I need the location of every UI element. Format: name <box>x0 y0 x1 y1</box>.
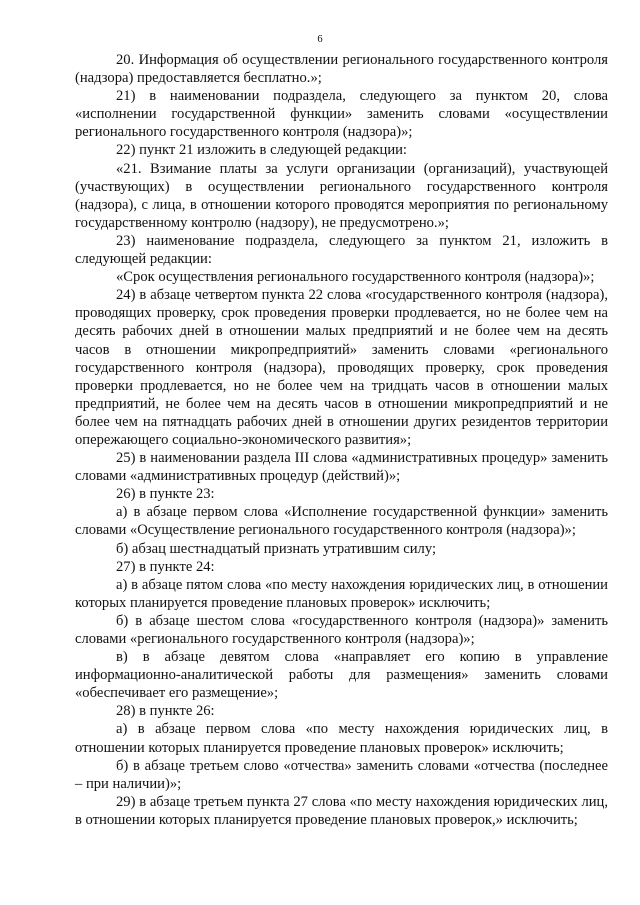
paragraph-amendment-26: 26) в пункте 23: <box>116 486 215 503</box>
paragraph-amendment-29: 29) в абзаце третьем пункта 27 слова «по месту нахождения юридических лиц, в отношении которых планируется проведение плановых проверок,» исключить; <box>75 793 608 828</box>
paragraph-27-b: б) в абзаце шестом слова «государственного контроля (надзора)» заменить словами «регионального государственного контроля (надзора)»; <box>75 612 608 647</box>
paragraph-quoted-item-21: «21. Взимание платы за услуги организации (организаций), участвующей (участвующих) в осуществлении регионального государственного контроля (надзора), с лица, в отношении которого проводятся мероприятия по региональному государственному контролю (надзору), не предусмотрено.»; <box>75 160 608 231</box>
paragraph-amendment-28: 28) в пункте 26: <box>116 703 215 720</box>
paragraph-28-b: б) в абзаце третьем слово «отчества» заменить словами «отчества (последнее – при наличии)»; <box>75 757 608 792</box>
paragraph-amendment-24: 24) в абзаце четвертом пункта 22 слова «государственного контроля (надзора), проводящих проверку, срок проведения проверки продлевается, но не более чем на десять рабочих дней в отношении малых предприятий и не более чем на десять часов в отношении микропредприятий» заменить словами «регионального государственного контроля (надзора), проводящих проверку, срок проведения проверки продлевается, но не более чем на тридцать часов в отношении малых предприятий, не более чем на десять часов в отношении микропредприятий и не более чем на пятнадцать рабочих дней в отношении других резидентов территории опережающего социально-экономического развития»; <box>75 287 608 448</box>
paragraph-26-a: а) в абзаце первом слова «Исполнение государственной функции» заменить словами «Осуществление регионального государственного контроля (надзора)»; <box>75 504 608 539</box>
paragraph-27-a: а) в абзаце пятом слова «по месту нахождения юридических лиц, в отношении которых планируется проведение плановых проверок» исключить; <box>75 576 608 611</box>
paragraph-amendment-27: 27) в пункте 24: <box>116 558 215 575</box>
paragraph-27-v: в) в абзаце девятом слова «направляет его копию в управление информационно-аналитической работы для размещения» заменить словами «обеспечивает его размещение»; <box>75 649 608 702</box>
paragraph-28-a: а) в абзаце первом слова «по месту нахождения юридических лиц, в отношении которых планируется проведение плановых проверок» исключить; <box>75 721 608 756</box>
paragraph-amendment-21: 21) в наименовании подраздела, следующего за пунктом 20, слова «исполнении государственной функции» заменить словами «осуществлении регионального государственного контроля (надзора)»; <box>75 88 608 141</box>
paragraph-amendment-23: 23) наименование подраздела, следующего за пунктом 21, изложить в следующей редакции: <box>75 232 608 268</box>
paragraph-quoted-subsection-title: «Срок осуществления регионального государственного контроля (надзора)»; <box>116 269 595 286</box>
document-body <box>75 51 608 829</box>
page-number: 6 <box>317 34 323 45</box>
paragraph-amendment-25: 25) в наименовании раздела III слова «административных процедур» заменить словами «административных процедур (действий)»; <box>75 450 608 485</box>
paragraph-item-20: 20. Информация об осуществлении регионального государственного контроля (надзора) предоставляется бесплатно.»; <box>75 52 608 87</box>
paragraph-26-b: б) абзац шестнадцатый признать утратившим силу; <box>116 540 436 557</box>
paragraph-amendment-22: 22) пункт 21 изложить в следующей редакции: <box>116 142 407 159</box>
